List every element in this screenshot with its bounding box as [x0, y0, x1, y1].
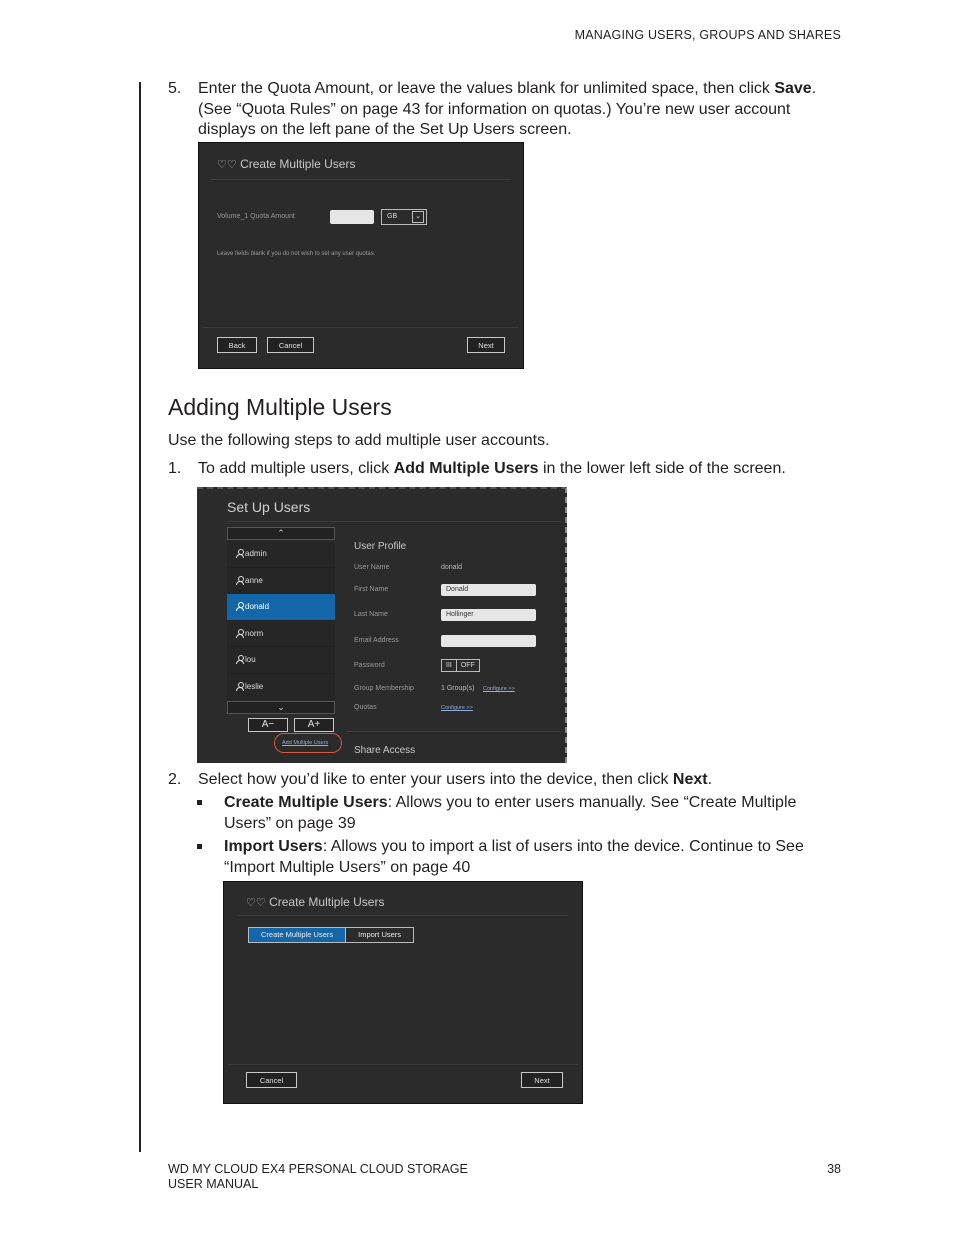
step-bold: Next — [672, 771, 708, 788]
quota-hint: Leave fields blank if you do not wish to set any user quotas. — [217, 251, 376, 257]
user-icon — [236, 576, 243, 584]
toggle-state: OFF — [460, 662, 475, 669]
page-number: 38 — [827, 1162, 841, 1176]
bullet-create-multiple — [197, 793, 847, 834]
step-number: 1. — [168, 460, 182, 477]
user-icon — [236, 682, 243, 690]
dialog-title: Create Multiple Users — [240, 157, 356, 171]
list-item[interactable] — [227, 541, 335, 568]
unit-select[interactable] — [381, 209, 427, 225]
step-text: Select how you’d like to enter your users into the device, then click — [198, 771, 673, 788]
quota-label: Volume_1 Quota Amount — [217, 213, 295, 220]
step-2 — [168, 770, 848, 791]
dialog-title-row — [246, 895, 384, 909]
last-name-field[interactable]: Hollinger — [441, 609, 536, 621]
bullet-import-users — [197, 837, 847, 878]
step-text: To add multiple users, click — [198, 460, 394, 477]
password-toggle[interactable] — [441, 659, 480, 672]
list-item-selected[interactable] — [227, 594, 335, 621]
user-list — [227, 541, 335, 700]
unit-value: GB — [387, 213, 398, 220]
running-header: MANAGING USERS, GROUPS AND SHARES — [574, 28, 841, 42]
list-item[interactable] — [227, 647, 335, 674]
panel-title: Set Up Users — [227, 499, 311, 515]
footer-line-2: USER MANUAL — [168, 1177, 259, 1191]
user-label: donald — [245, 602, 270, 611]
back-button[interactable]: Back — [217, 337, 257, 353]
first-name-field[interactable]: Donald — [441, 584, 536, 596]
user-label: anne — [245, 575, 263, 585]
quota-input[interactable] — [330, 210, 374, 224]
toggle-handle: III — [442, 660, 457, 671]
users-icon: ♡♡ — [246, 897, 266, 909]
create-multiple-screenshot — [223, 881, 583, 1104]
user-label: norm — [245, 628, 264, 638]
user-name-value: donald — [441, 564, 463, 571]
next-button[interactable]: Next — [521, 1072, 563, 1088]
list-item[interactable] — [227, 621, 335, 648]
tab-import-users[interactable]: Import Users — [345, 928, 413, 942]
bullet-square — [197, 844, 202, 849]
quotas-configure-link[interactable]: Configure >> — [441, 705, 473, 711]
step-text: Enter the Quota Amount, or leave the values blank for unlimited space, then click — [198, 80, 775, 97]
scroll-up-button[interactable] — [227, 527, 335, 540]
user-label: lou — [245, 655, 256, 664]
password-label: Password — [354, 662, 385, 669]
bullet-square — [197, 800, 202, 805]
user-icon — [236, 602, 243, 610]
user-name-label: User Name — [354, 564, 390, 571]
dialog-title: Create Multiple Users — [269, 895, 385, 909]
step-text-post: in the lower left side of the screen. — [538, 460, 786, 477]
step-bold: Save — [774, 80, 812, 97]
next-button[interactable]: Next — [467, 337, 505, 353]
step-number: 5. — [168, 80, 182, 97]
bullet-text: : Allows you to enter users manually. See “Create Multiple Users” on page 39 — [224, 794, 797, 832]
divider — [227, 521, 563, 522]
bullet-text: : Allows you to import a list of users into the device. Continue to See “Import Multiple Users” on page 40 — [224, 838, 804, 876]
share-access-heading: Share Access — [354, 745, 416, 756]
step-text-post: . (See “Quota Rules” on page 43 for information on quotas.) You’re new user account displays on the left pane of the Set Up Users screen. — [198, 80, 817, 138]
user-label: leslie — [245, 681, 264, 691]
user-label: admin — [245, 549, 267, 558]
intro-text: Use the following steps to add multiple user accounts. — [168, 432, 550, 449]
divider — [211, 179, 511, 180]
chevron-up-icon: ⌃ — [277, 528, 285, 538]
step-bold: Add Multiple Users — [393, 460, 539, 477]
step-1 — [168, 459, 848, 480]
user-icon — [236, 655, 243, 663]
chevron-down-icon: ⌄ — [277, 702, 285, 712]
step-number: 2. — [168, 771, 182, 788]
email-label: Email Address — [354, 637, 399, 644]
cancel-button[interactable]: Cancel — [267, 337, 314, 353]
footer-line-1: WD MY CLOUD EX4 PERSONAL CLOUD STORAGE — [168, 1162, 468, 1176]
quota-screenshot — [198, 142, 524, 369]
divider — [238, 915, 568, 916]
footer-title — [168, 1162, 468, 1192]
left-margin-rule — [139, 82, 141, 1152]
scroll-down-button[interactable] — [227, 701, 335, 714]
last-name-label: Last Name — [354, 611, 388, 618]
mode-tabs — [248, 927, 414, 943]
step-5 — [168, 79, 848, 141]
email-field[interactable] — [441, 635, 536, 647]
footer-divider — [203, 327, 519, 328]
add-multiple-users-link[interactable]: Add Multiple Users — [282, 740, 329, 746]
list-item[interactable] — [227, 568, 335, 595]
bullet-bold: Create Multiple Users — [224, 794, 388, 811]
group-label: Group Membership — [354, 685, 414, 692]
divider — [347, 731, 563, 732]
list-item[interactable] — [227, 674, 335, 701]
dialog-title-row — [217, 157, 355, 171]
section-heading: Adding Multiple Users — [168, 394, 392, 420]
user-icon — [236, 629, 243, 637]
group-configure-link[interactable]: Configure >> — [483, 686, 515, 692]
remove-user-button[interactable]: A− — [248, 718, 288, 732]
profile-title: User Profile — [354, 541, 407, 552]
tab-create-multiple-users[interactable]: Create Multiple Users — [249, 928, 345, 942]
first-name-label: First Name — [354, 586, 389, 593]
users-icon: ♡♡ — [217, 159, 237, 171]
add-user-button[interactable]: A+ — [294, 718, 334, 732]
step-text-post: . — [707, 771, 713, 788]
quotas-label: Quotas — [354, 704, 377, 711]
chevron-down-icon: ⌄ — [412, 211, 424, 223]
footer-divider — [228, 1064, 578, 1065]
cancel-button[interactable]: Cancel — [246, 1072, 297, 1088]
user-icon — [236, 549, 243, 557]
bullet-bold: Import Users — [224, 838, 323, 855]
setup-users-screenshot — [197, 487, 567, 763]
group-value: 1 Group(s) — [441, 685, 475, 692]
